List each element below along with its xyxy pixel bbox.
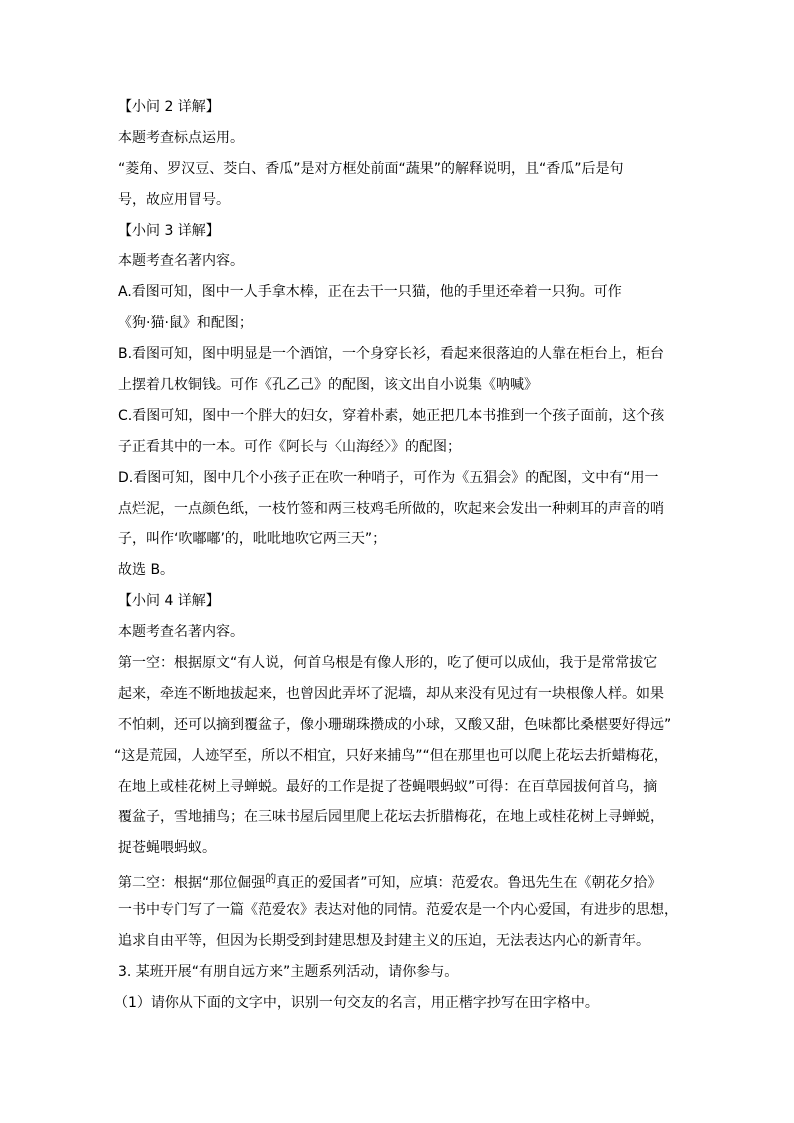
blank-one-explanation: “这是荒园，人迹罕至，所以不相宜，只好来捕鸟”“但在那里也可以爬上花坛去折蜡梅花， (114, 747, 668, 764)
option-c: C.看图可知，图中一个胖大的妇女，穿着朴素，她正把几本书推到一个孩子面前，这个孩 (118, 407, 665, 424)
question-3: 3. 某班开展“有朋自远方来”主题系列活动，请你参与。 (118, 963, 459, 980)
text-before: 第二空：根据“那位倔强 (118, 875, 266, 892)
paragraph: 本题考查名著内容。 (118, 253, 244, 270)
paragraph: 本题考查标点运用。 (118, 129, 244, 146)
blank-two-explanation: 追求自由平等，但因为长期受到封建思想及封建主义的压迫，无法表达内心的新青年。 (118, 933, 650, 950)
text-after: 真正的爱国者”可知，应填：范爱农。鲁迅先生在《朝花夕拾》 (276, 875, 662, 892)
blank-one-explanation: 第一空：根据原文“有人说，何首乌根是有像人形的，吃了便可以成仙，我于是常常拔它 (118, 655, 658, 672)
document-page (114, 97, 678, 1024)
superscript-char: 的 (265, 872, 277, 886)
blank-two-explanation (118, 869, 678, 892)
blank-two-explanation: 一书中专门写了一篇《范爱农》表达对他的同情。范爱农是一个内心爱国，有进步的思想， (118, 902, 678, 919)
option-b: B.看图可知，图中明显是一个酒馆，一个身穿长衫，看起来很落迫的人靠在柜台上，柜台 (118, 346, 665, 363)
option-d-cont: 点烂泥，一点颜色纸，一枝竹签和两三枝鸡毛所做的，吹起来会发出一种刺耳的声音的哨 (118, 500, 664, 517)
option-a-cont: 《狗·猫·鼠》和配图； (118, 315, 253, 332)
section-heading-q3: 【小问 3 详解】 (118, 222, 220, 239)
answer-line: 故选 B。 (118, 562, 175, 579)
blank-one-explanation: 在地上或桂花树上寻蝉蜕。最好的工作是捉了苍蝇喂蚂蚁”可得：在百草园拔何首乌，摘 (118, 778, 658, 795)
paragraph: 号，故应用冒号。 (118, 191, 230, 208)
paragraph: “菱角、罗汉豆、茭白、香瓜”是对方框处前面“蔬果”的解释说明，且“香瓜”后是句 (118, 160, 624, 177)
option-b-cont: 上摆着几枚铜钱。可作《孔乙己》的配图，该文出自小说集《呐喊》 (118, 377, 538, 394)
section-heading-q4: 【小问 4 详解】 (118, 593, 220, 610)
section-heading-q2: 【小问 2 详解】 (118, 99, 220, 115)
blank-one-explanation: 不怕刺，还可以摘到覆盆子，像小珊瑚珠攒成的小球，又酸又甜，色味都比桑椹要好得远” (118, 716, 672, 733)
blank-one-explanation: 捉苍蝇喂蚂蚁。 (118, 840, 216, 857)
option-d-cont: 子，叫作‘吹嘟嘟’的，吡吡地吹它两三天”； (118, 531, 387, 548)
question-3-part-1: （1）请你从下面的文字中，识别一句交友的名言，用正楷字抄写在田字格中。 (114, 994, 599, 1011)
option-d: D.看图可知，图中几个小孩子正在吹一种哨子，可作为《五猖会》的配图，文中有“用一 (118, 469, 659, 486)
blank-one-explanation: 覆盆子，雪地捕鸟；在三味书屋后园里爬上花坛去折腊梅花，在地上或桂花树上寻蝉蜕， (118, 809, 664, 826)
paragraph: 本题考查名著内容。 (118, 624, 244, 641)
option-a: A.看图可知，图中一人手拿木棒，正在去干一只猫，他的手里还牵着一只狗。可作 (118, 284, 622, 301)
option-c-cont: 子正看其中的一本。可作《阿长与〈山海经〉》的配图； (118, 438, 461, 455)
blank-one-explanation: 起来，牵连不断地拔起来，也曾因此弄坏了泥墙，却从来没有见过有一块根像人样。如果 (118, 685, 664, 702)
